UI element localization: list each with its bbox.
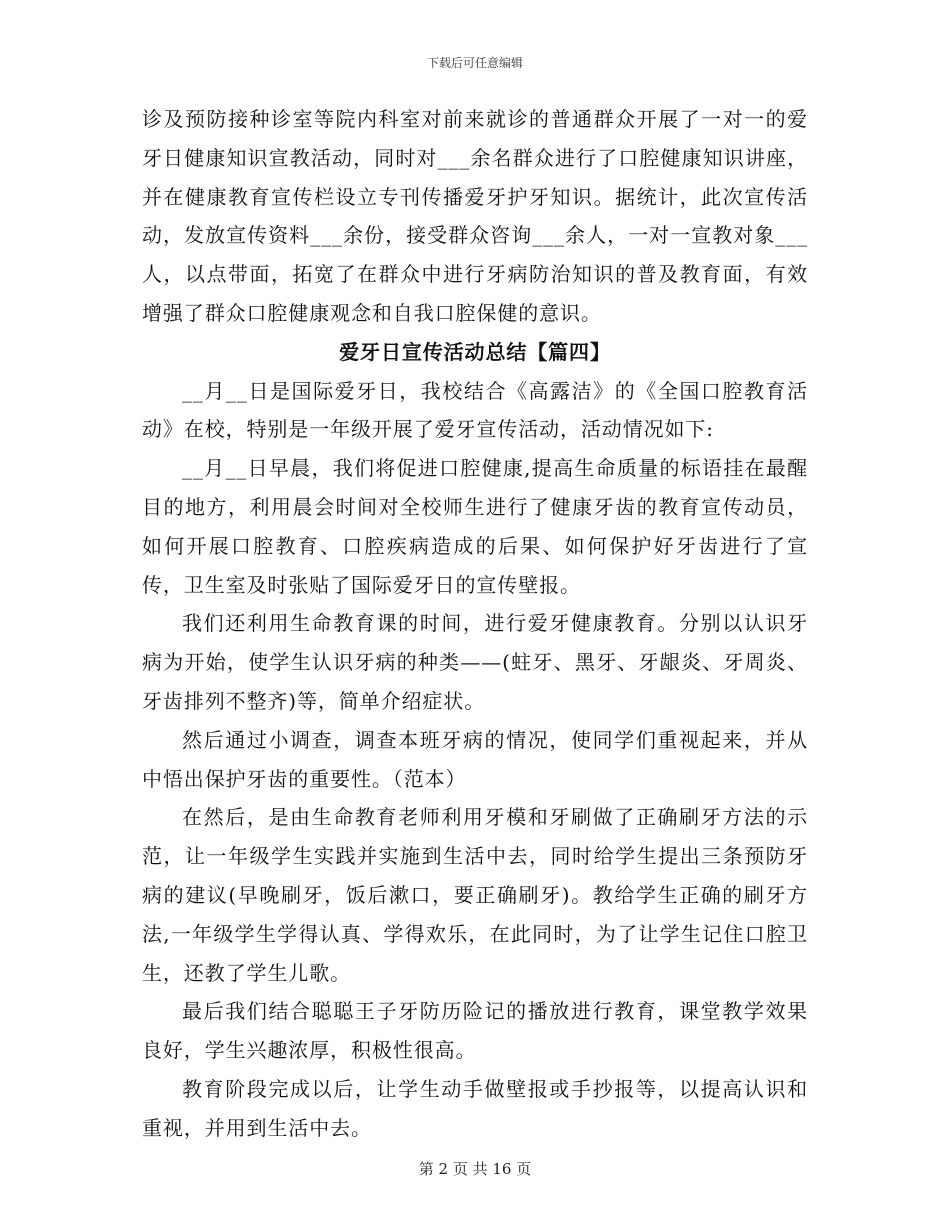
paragraph-1: __月__日是国际爱牙日，我校结合《高露洁》的《全国口腔教育活动》在校，特别是一年级开展了爱牙宣传活动，活动情况如下: — [142, 378, 808, 442]
paragraph-5: 在然后，是由生命教育老师利用牙模和牙刷做了正确刷牙方法的示范，让一年级学生实践并实施到生活中去，同时给学生提出三条预防牙病的建议(早晚刷牙，饭后漱口，要正确刷牙)。教给学生正确的刷牙方法,一年级学生学得认真、学得欢乐，在此同时，为了让学生记住口腔卫生，还教了学生儿歌。 — [142, 805, 808, 985]
document-body — [142, 100, 808, 1148]
paragraph-4: 然后通过小调查，调查本班牙病的情况，使同学们重视起来，并从中悟出保护牙齿的重要性。（范本） — [142, 727, 808, 791]
paragraph-2: __月__日早晨，我们将促进口腔健康,提高生命质量的标语挂在最醒目的地方，利用晨会时间对全校师生进行了健康牙齿的教育宣传动员，如何开展口腔教育、口腔疾病造成的后果、如何保护好牙齿进行了宣传，卫生室及时张贴了国际爱牙日的宣传壁报。 — [142, 456, 808, 597]
paragraph-7: 教育阶段完成以后，让学生动手做壁报或手抄报等，以提高认识和重视，并用到生活中去。 — [142, 1076, 808, 1140]
page-header: 下载后可任意编辑 — [426, 56, 523, 70]
page-footer: 第 2 页 共 16 页 — [418, 1160, 532, 1178]
intro-paragraph: 诊及预防接种诊室等院内科室对前来就诊的普通群众开展了一对一的爱牙日健康知识宣教活动，同时对___余名群众进行了口腔健康知识讲座，并在健康教育宣传栏设立专刊传播爱牙护牙知识。据统计，此次宣传活动，发放宣传资料___余份，接受群众咨询___余人，一对一宣教对象___人，以点带面，拓宽了在群众中进行牙病防治知识的普及教育面，有效增强了群众口腔健康观念和自我口腔保健的意识。 — [142, 107, 808, 325]
paragraph-6: 最后我们结合聪聪王子牙防历险记的播放进行教育，课堂教学效果良好，学生兴趣浓厚，积极性很高。 — [142, 999, 808, 1063]
section-title: 爱牙日宣传活动总结【篇四】 — [339, 339, 611, 364]
paragraph-3: 我们还利用生命教育课的时间，进行爱牙健康教育。分别以认识牙病为开始，使学生认识牙病的种类——(蛀牙、黑牙、牙龈炎、牙周炎、牙齿排列不整齐)等，简单介绍症状。 — [142, 611, 808, 713]
